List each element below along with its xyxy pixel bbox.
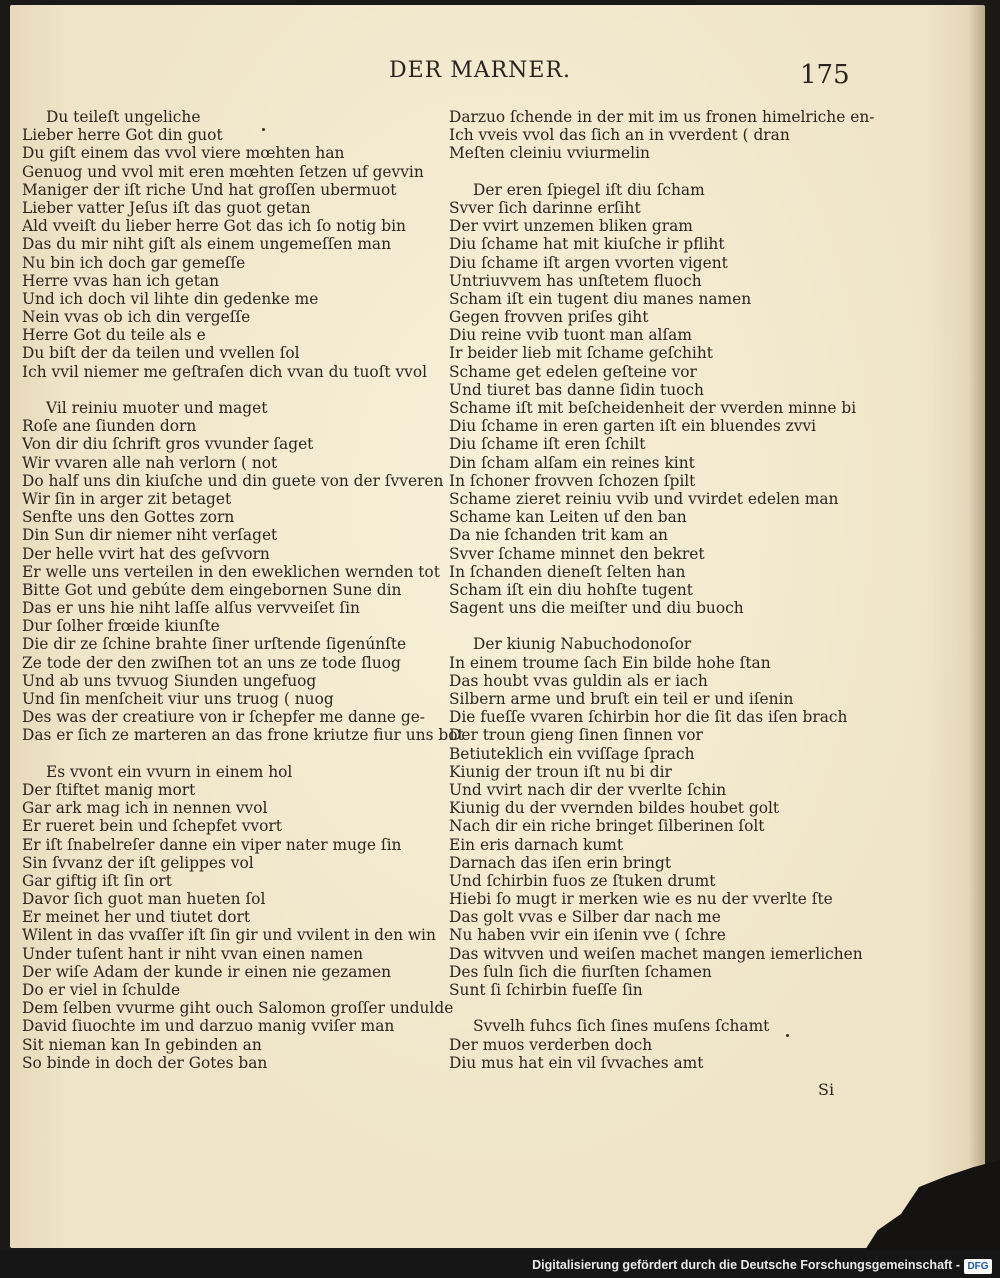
right-text-column bbox=[449, 108, 879, 1090]
catchword: Si bbox=[818, 1080, 835, 1099]
verse-line: Schame kan Leiten uf den ban bbox=[449, 508, 687, 527]
verse-line: Du teileſt ungeliche bbox=[46, 108, 201, 126]
verse-line: Die fueſſe vvaren ſchirbin hor die ſit das iſen brach bbox=[449, 708, 848, 727]
verse-line: Der eren ſpiegel iſt diu ſcham bbox=[473, 180, 705, 199]
verse-line: Diu reine vvib tuont man alſam bbox=[449, 326, 692, 345]
verse-line: Diu ſchame hat mit kiuſche ir pfliht bbox=[449, 235, 725, 254]
verse-line: Der vvirt unzemen bliken gram bbox=[449, 217, 693, 236]
verse-line: Nein vvas ob ich din vergeſſe bbox=[22, 308, 251, 327]
verse-line: Diu mus hat ein vil ſvvaches amt bbox=[449, 1053, 704, 1072]
dfg-logo: DFG bbox=[964, 1259, 992, 1274]
verse-line: Dur ſolher frœide kiunſte bbox=[22, 617, 220, 636]
verse-line: Schame get edelen geſteine vor bbox=[449, 362, 697, 381]
verse-line: Sin ſvvanz der iſt gelippes vol bbox=[22, 853, 254, 872]
verse-line: Svver ſchame minnet den bekret bbox=[449, 544, 705, 563]
verse-line: Gar giftig iſt ſin ort bbox=[22, 871, 172, 890]
verse-line: Schame iſt mit beſcheidenheit der vverden minne bi bbox=[449, 399, 857, 417]
verse-line: Diu ſchame iſt argen vvorten vigent bbox=[449, 253, 728, 272]
verse-line: Der troun gieng ſinen ſinnen vor bbox=[449, 726, 703, 745]
verse-line: Diu ſchame iſt eren ſchilt bbox=[449, 435, 646, 454]
verse-line: Er iſt ſnabelreſer danne ein viper nater muge ſin bbox=[22, 835, 402, 854]
verse-line: Wilent in das vvaſſer iſt ſin gir und vvilent in den win bbox=[22, 926, 436, 945]
footer-credit: Digitalisierung gefördert durch die Deutsche Forschungsgemeinschaft - bbox=[532, 1258, 960, 1272]
verse-line: Kiunig der troun iſt nu bi dir bbox=[449, 762, 672, 781]
verse-line: Ald vveiſt du lieber herre Got das ich ſo notig bin bbox=[22, 217, 406, 236]
verse-line: Wir vvaren alle nah verlorn ( not bbox=[22, 453, 278, 472]
verse-line: Diu ſchame in eren garten iſt ein bluendes zvvi bbox=[449, 417, 817, 436]
verse-line: Er rueret bein und ſchepfet vvort bbox=[22, 817, 282, 836]
verse-line: Und tiuret bas danne ſidin tuoch bbox=[449, 380, 704, 399]
page-edge-shadow bbox=[968, 5, 986, 1248]
verse-line: Roſe ane ſiunden dorn bbox=[22, 417, 197, 436]
ink-speck bbox=[262, 128, 265, 131]
verse-line: Din Sun dir niemer niht verſaget bbox=[22, 526, 278, 545]
verse-line: Der kiunig Nabuchodonoſor bbox=[473, 635, 692, 654]
verse-line: Das du mir niht giſt als einem ungemeſſen man bbox=[22, 235, 391, 254]
verse-line: Es vvont ein vvurn in einem hol bbox=[46, 762, 293, 781]
verse-line: Scham iſt ein diu hohſte tugent bbox=[449, 580, 693, 599]
verse-line: Gegen frovven priſes giht bbox=[449, 308, 649, 327]
verse-line: Die dir ze ſchine brahte ſiner urſtende ſigenúnſte bbox=[22, 635, 407, 654]
verse-line: Silbern arme und bruſt ein teil er und iſenin bbox=[449, 690, 794, 708]
verse-line: Lieber herre Got din guot bbox=[22, 126, 223, 145]
verse-line: Nu haben vvir ein iſenin vve ( ſchre bbox=[449, 926, 726, 945]
running-title: DER MARNER. bbox=[388, 58, 572, 83]
verse-line: Ir beider lieb mit ſchame geſchiht bbox=[449, 344, 713, 363]
verse-line: Herre Got du teile als e bbox=[22, 326, 206, 345]
verse-line: Des was der creatiure von ir ſchepfer me danne ge- bbox=[22, 708, 426, 727]
verse-line: Lieber vatter Jeſus iſt das guot getan bbox=[22, 198, 311, 217]
verse-line: Der helle vvirt hat des geſvvorn bbox=[22, 544, 270, 563]
verse-line: Bitte Got und gebúte dem eingebornen Sune din bbox=[22, 580, 402, 599]
verse-line: Wir ſin in arger zit betaget bbox=[22, 489, 232, 508]
verse-line: Das er ſich ze marteren an das frone kriutze fiur uns bot bbox=[22, 726, 464, 745]
verse-line: In ſchoner frovven ſchozen ſpilt bbox=[449, 471, 696, 490]
stanza bbox=[449, 635, 879, 999]
verse-line: Betiuteklich ein vviſſage ſprach bbox=[449, 744, 695, 763]
verse-line: Du giſt einem das vvol viere mœhten han bbox=[22, 144, 345, 163]
verse-line: Der ſtiftet manig mort bbox=[22, 780, 196, 799]
verse-line: Schame zieret reiniu vvib und vvirdet edelen man bbox=[449, 489, 839, 508]
verse-line: Dem ſelben vvurme giht ouch Salomon groſſer undulde bbox=[22, 999, 454, 1018]
verse-line: Din ſcham alſam ein reines kint bbox=[449, 453, 695, 472]
verse-line: Kiunig du der vvernden bildes houbet golt bbox=[449, 799, 780, 818]
verse-line: Svver ſich darinne erſiht bbox=[449, 198, 641, 217]
verse-line: Der wiſe Adam der kunde ir einen nie gezamen bbox=[22, 962, 392, 981]
verse-line: In ſchanden dieneſt ſelten han bbox=[449, 562, 686, 581]
verse-line: Da nie ſchanden trit kam an bbox=[449, 526, 668, 545]
verse-line: Das golt vvas e Silber dar nach me bbox=[449, 908, 721, 927]
verse-line: Und ab uns tvvuog Siunden ungefuog bbox=[22, 671, 317, 690]
verse-line: Ich vveis vvol das ſich an in vverdent ( dran bbox=[449, 126, 790, 145]
stanza bbox=[449, 1017, 879, 1072]
footer-bar bbox=[0, 1255, 1000, 1278]
stanza bbox=[22, 108, 452, 381]
verse-line: Svvelh fuhcs ſich ſines muſens ſchamt bbox=[473, 1017, 770, 1036]
verse-line: Sunt ſi ſchirbin fueſſe ſin bbox=[449, 981, 643, 999]
verse-line: Vil reiniu muoter und maget bbox=[46, 399, 268, 417]
left-text-column bbox=[22, 108, 464, 1090]
verse-line: Senfte uns den Gottes zorn bbox=[22, 508, 235, 527]
verse-line: Ich vvil niemer me geſtraſen dich vvan du tuoſt vvol bbox=[22, 362, 428, 381]
verse-line: Ze tode der den zwiſhen tot an uns ze tode ſluog bbox=[22, 653, 401, 672]
verse-line: Du biſt der da teilen und vvellen ſol bbox=[22, 344, 300, 363]
verse-line: Er welle uns verteilen in den eweklichen wernden tot bbox=[22, 562, 440, 581]
verse-line: Scham iſt ein tugent diu manes namen bbox=[449, 289, 752, 308]
verse-line: Er meinet her und tiutet dort bbox=[22, 908, 251, 927]
verse-line: Das houbt vvas guldin als er iach bbox=[449, 671, 708, 690]
stanza bbox=[449, 108, 879, 163]
verse-line: Gar ark mag ich in nennen vvol bbox=[22, 799, 268, 818]
verse-line: Darnach das iſen erin bringt bbox=[449, 853, 672, 872]
verse-line: Der muos verderben doch bbox=[449, 1035, 653, 1054]
verse-line: Und ſin menſcheit viur uns truog ( nuog bbox=[22, 690, 334, 708]
verse-line: So binde in doch der Gotes ban bbox=[22, 1053, 268, 1072]
verse-line: Des ſuln ſich die fiurſten ſchamen bbox=[449, 962, 712, 981]
verse-line: Herre vvas han ich getan bbox=[22, 271, 220, 290]
verse-line: Ein eris darnach kumt bbox=[449, 835, 624, 854]
verse-line: Davor ſich guot man hueten ſol bbox=[22, 890, 266, 909]
verse-line: Nu bin ich doch gar gemeſſe bbox=[22, 253, 246, 272]
stanza bbox=[22, 399, 464, 745]
verse-line: Hiebi ſo mugt ir merken wie es nu der vverlte ſte bbox=[449, 890, 833, 909]
verse-line: Darzuo ſchende in der mit im us fronen himelriche en- bbox=[449, 108, 875, 126]
verse-line: David ſiuochte im und darzuo manig vviſer man bbox=[22, 1017, 395, 1036]
verse-line: Das witvven und weiſen machet mangen iemerlichen bbox=[449, 944, 863, 963]
verse-line: Von dir diu ſchrift gros vvunder ſaget bbox=[22, 435, 314, 454]
verse-line: Do er viel in ſchulde bbox=[22, 981, 181, 999]
verse-line: Und ſchirbin fuos ze ſtuken drumt bbox=[449, 871, 716, 890]
verse-line: Do half uns din kiuſche und din guete von der ſvveren bbox=[22, 471, 444, 490]
verse-line: Nach dir ein riche bringet ſilberinen ſolt bbox=[449, 817, 765, 836]
verse-line: Das er uns hie niht laſſe alſus vervveiſet ſin bbox=[22, 599, 360, 618]
verse-line: Untriuvvem has unſtetem fluoch bbox=[449, 271, 702, 290]
verse-line: Sagent uns die meiſter und diu buoch bbox=[449, 599, 744, 618]
verse-line: In einem troume ſach Ein bilde hohe ſtan bbox=[449, 653, 771, 672]
verse-line: Und ich doch vil lihte din gedenke me bbox=[22, 289, 319, 308]
verse-line: Maniger der iſt riche Und hat groſſen ubermuot bbox=[22, 180, 397, 199]
verse-line: Under tuſent hant ir niht vvan einen namen bbox=[22, 944, 363, 963]
verse-line: Genuog und vvol mit eren mœhten ſetzen uf gevvin bbox=[22, 162, 424, 181]
stanza bbox=[22, 763, 452, 1072]
ink-speck bbox=[786, 1034, 789, 1037]
verse-line: Sit nieman kan In gebinden an bbox=[22, 1035, 262, 1054]
verse-line: Und vvirt nach dir der vverlte ſchin bbox=[449, 780, 727, 799]
page-number: 175 bbox=[800, 60, 850, 90]
stanza bbox=[449, 181, 879, 618]
verse-line: Meſten cleiniu vviurmelin bbox=[449, 144, 650, 163]
